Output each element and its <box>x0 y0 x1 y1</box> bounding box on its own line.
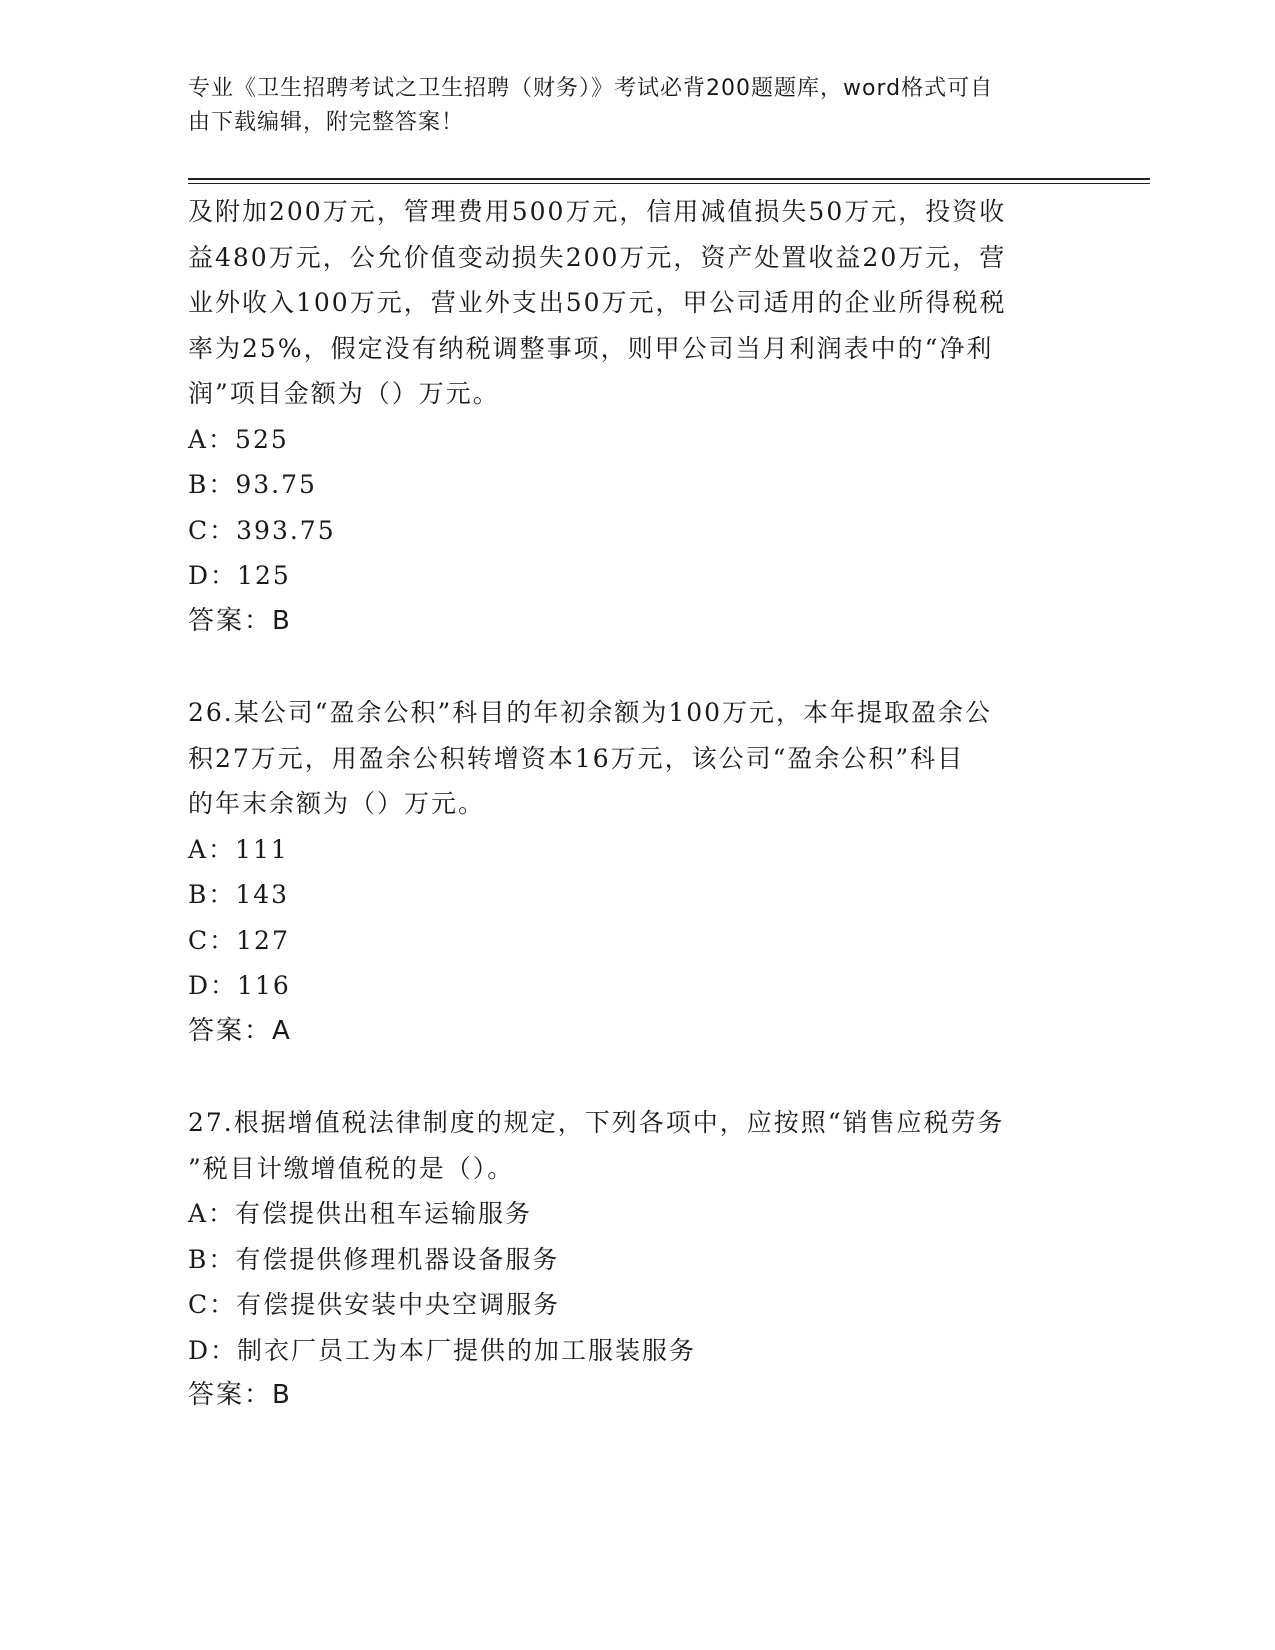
question-27 <box>188 1100 1088 1419</box>
option-b: B：有偿提供修理机器设备服务 <box>188 1244 560 1274</box>
question-25 <box>188 189 1088 644</box>
option-a: A：有偿提供出租车运输服务 <box>188 1199 533 1228</box>
question-text-line: 26.某公司“盈余公积”科目的年初余额为100万元，本年提取盈余公 <box>188 698 993 727</box>
option-a: A：111 <box>188 834 289 864</box>
question-text-line: 27.根据增值税法律制度的规定，下列各项中，应按照“销售应税劳务 <box>188 1108 1005 1137</box>
answer-label: 答案：B <box>188 605 292 636</box>
option-d: D：116 <box>188 971 291 1000</box>
option-d: D：125 <box>188 561 291 590</box>
answer-label: 答案：A <box>188 1015 292 1046</box>
option-a: A：525 <box>188 424 289 454</box>
question-text-line: ”税目计缴增值税的是（）。 <box>188 1153 515 1183</box>
question-text-line: 及附加200万元，管理费用500万元，信用减值损失50万元，投资收 <box>188 197 1007 226</box>
option-d: D：制衣厂员工为本厂提供的加工服装服务 <box>188 1335 697 1365</box>
question-26 <box>188 690 1088 1054</box>
option-c: C：393.75 <box>188 515 336 545</box>
spacer <box>188 644 1088 690</box>
document-body <box>188 189 1088 1419</box>
header-line-1: 专业《卫生招聘考试之卫生招聘（财务）》考试必背200题题库，word格式可自 <box>188 76 994 101</box>
spacer <box>188 1054 1088 1100</box>
option-b: B：143 <box>188 880 290 909</box>
header-line-2: 由下载编辑，附完整答案！ <box>188 110 465 135</box>
question-text-line: 润”项目金额为（）万元。 <box>188 379 500 408</box>
question-text-line: 益480万元，公允价值变动损失200万元，资产处置收益20万元，营 <box>188 242 1007 272</box>
option-c: C：127 <box>188 925 290 955</box>
question-text-line: 业外收入100万元，营业外支出50万元，甲公司适用的企业所得税税 <box>188 288 1007 317</box>
header-divider-thin <box>188 183 1150 184</box>
answer-label: 答案：B <box>188 1380 292 1410</box>
question-text-line: 积27万元，用盈余公积转增资本16万元，该公司“盈余公积”科目 <box>188 743 965 773</box>
header-divider-thick <box>188 178 1150 180</box>
option-c: C：有偿提供安装中央空调服务 <box>188 1290 561 1319</box>
question-text-line: 的年末余额为（）万元。 <box>188 789 486 818</box>
document-header <box>188 72 1068 140</box>
question-text-line: 率为25%，假定没有纳税调整事项，则甲公司当月利润表中的“净利 <box>188 333 994 363</box>
option-b: B：93.75 <box>188 470 317 499</box>
